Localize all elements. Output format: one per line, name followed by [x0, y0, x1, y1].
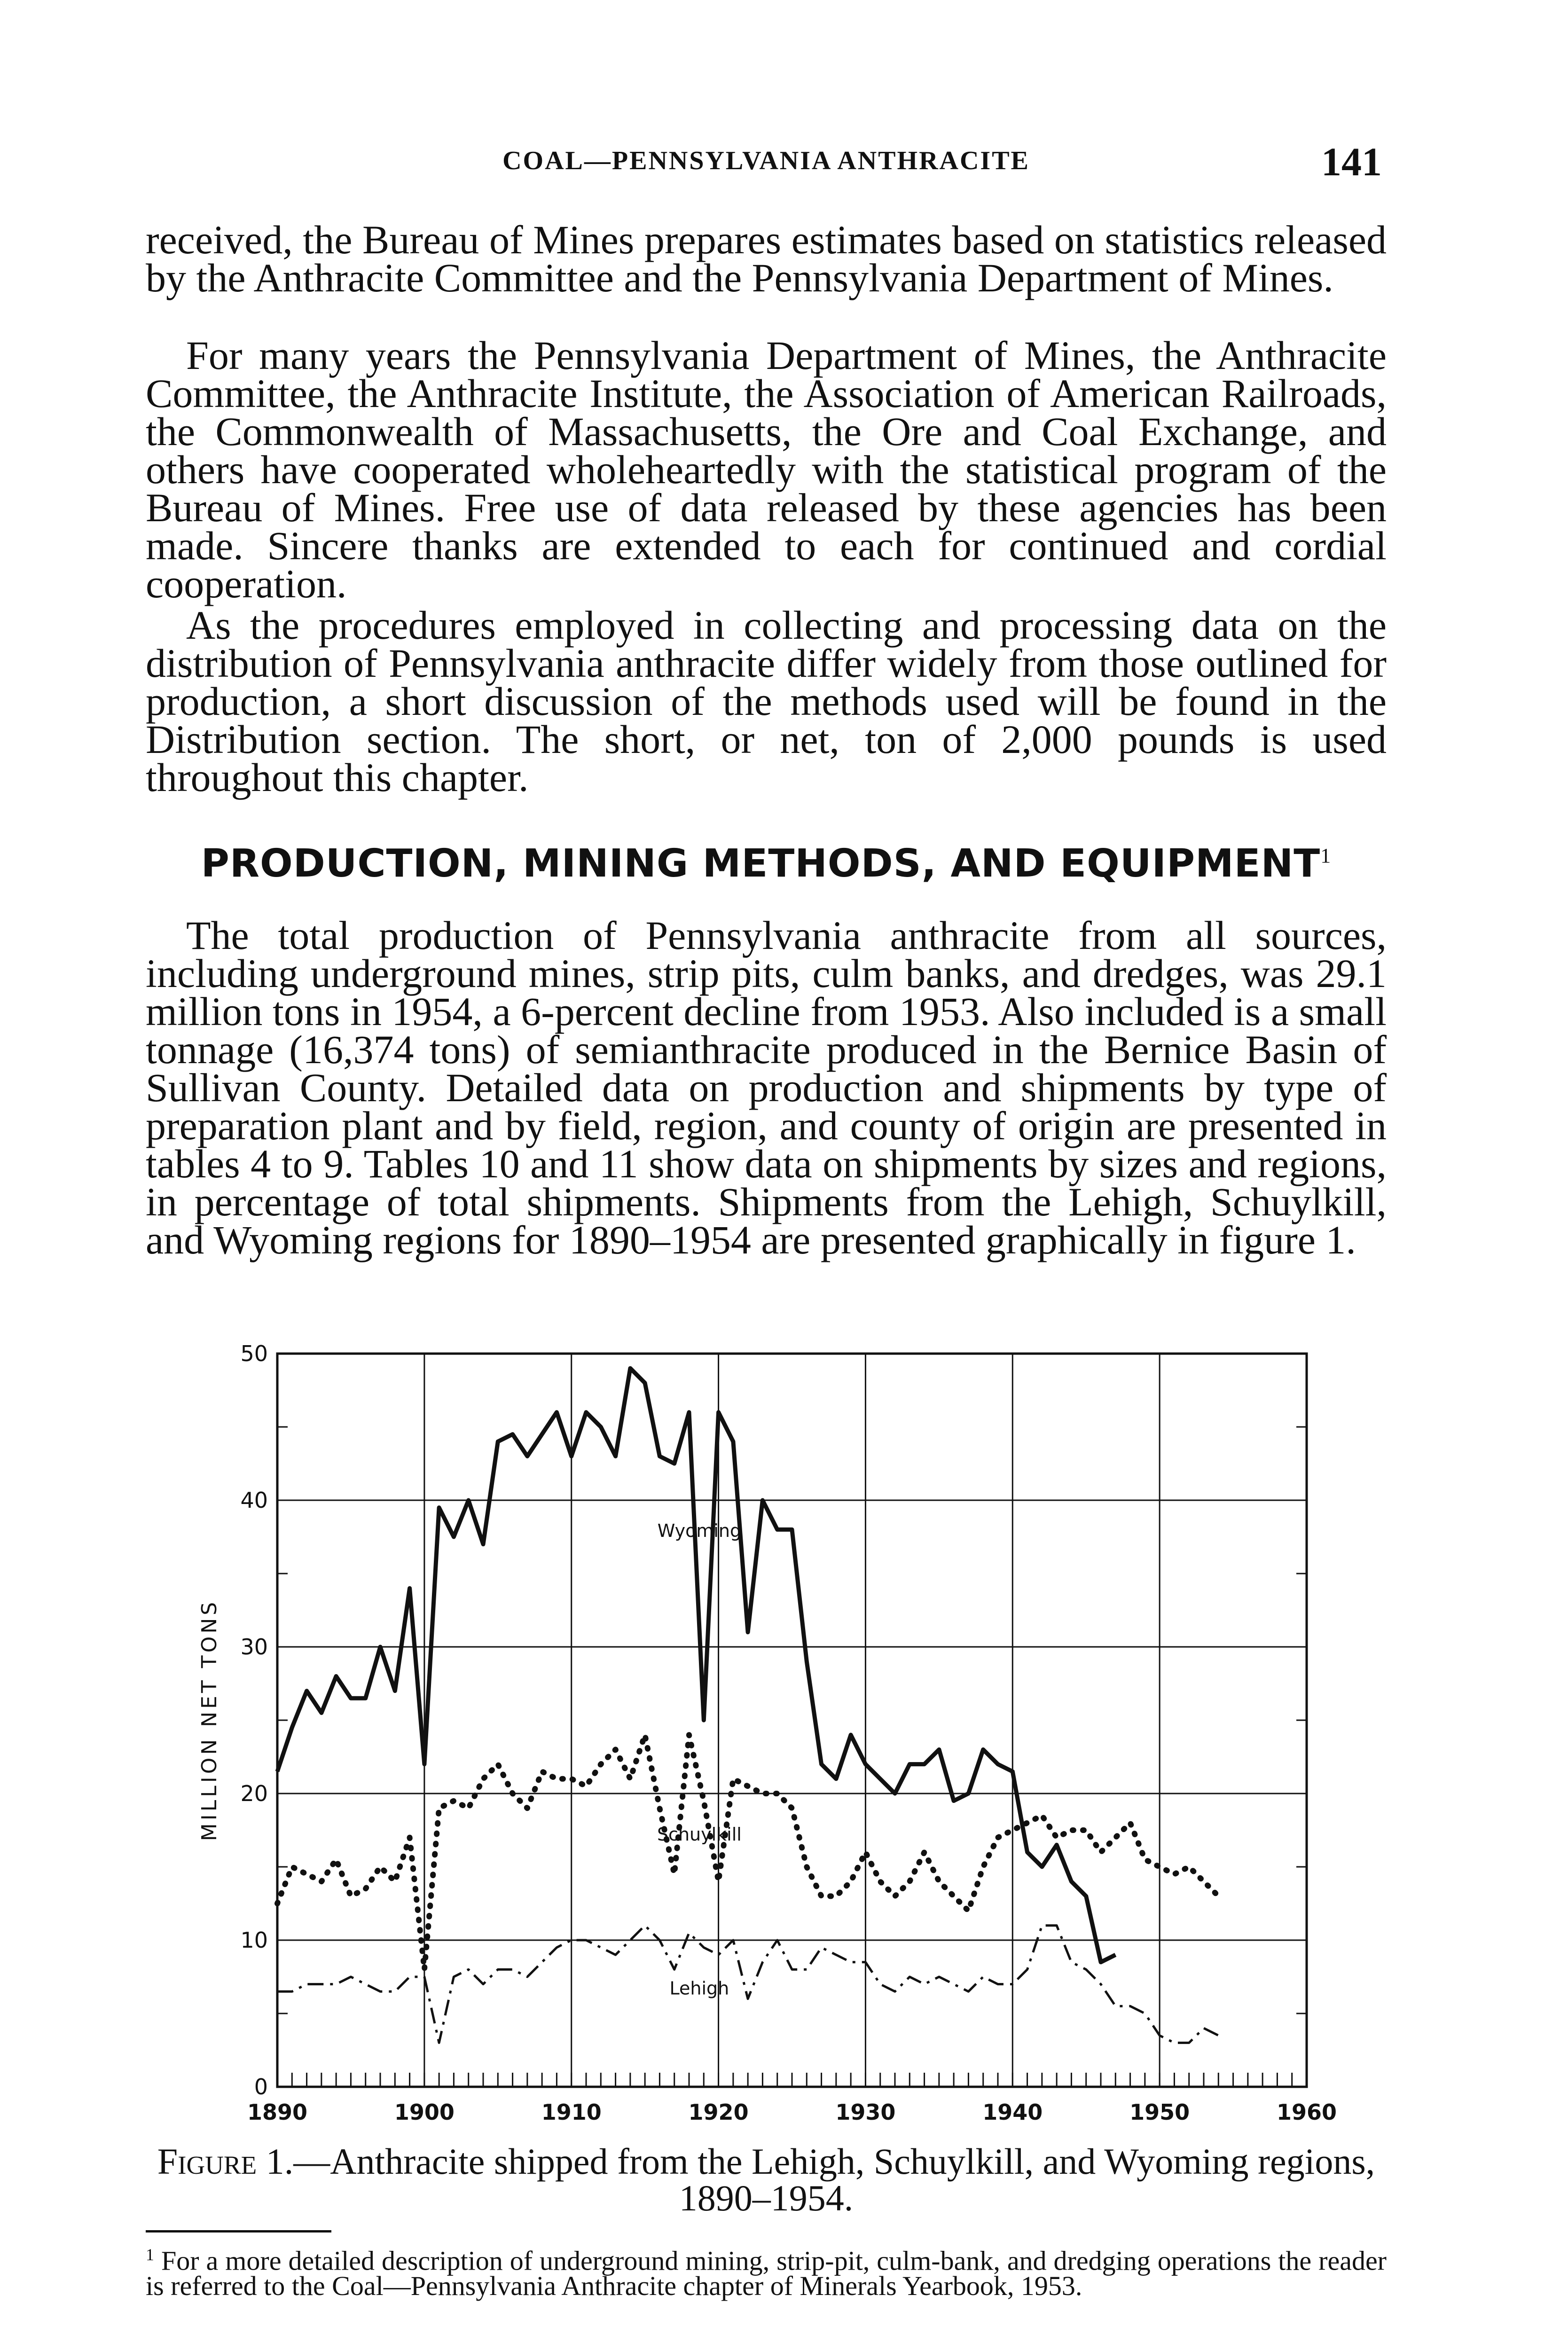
data-point-lehigh — [336, 1983, 337, 1985]
data-point-lehigh — [747, 1998, 749, 1999]
data-point-wyoming — [615, 1456, 616, 1457]
data-point-lehigh — [1012, 1983, 1013, 1985]
data-point-wyoming — [497, 1441, 499, 1442]
data-point-schuylkill — [689, 1734, 690, 1736]
data-point-schuylkill — [571, 1778, 572, 1779]
data-point-lehigh — [365, 1983, 366, 1985]
data-point-wyoming — [1100, 1961, 1102, 1963]
data-point-schuylkill — [1012, 1830, 1013, 1831]
data-point-schuylkill — [850, 1881, 852, 1882]
data-point-lehigh — [409, 1976, 410, 1978]
y-tick-label: 40 — [240, 1488, 268, 1513]
data-point-wyoming — [629, 1368, 631, 1369]
data-point-wyoming — [850, 1734, 852, 1736]
data-point-wyoming — [512, 1434, 513, 1435]
data-point-wyoming — [997, 1763, 999, 1765]
data-point-lehigh — [776, 1940, 778, 1941]
data-point-wyoming — [953, 1800, 955, 1802]
footnote-number: 1 — [146, 2245, 154, 2264]
data-point-lehigh — [1218, 2035, 1219, 2036]
data-point-schuylkill — [806, 1866, 808, 1868]
data-point-wyoming — [703, 1720, 705, 1721]
data-point-schuylkill — [968, 1910, 969, 1911]
data-point-schuylkill — [291, 1866, 293, 1868]
figure-caption-text: —Anthracite shipped from the Lehigh, Schuylkill, and Wyoming regions, 1890–1954. — [293, 2141, 1375, 2218]
data-point-schuylkill — [1071, 1830, 1072, 1831]
section-heading-text: PRODUCTION, MINING METHODS, AND EQUIPMENT — [201, 841, 1321, 886]
data-point-wyoming — [894, 1793, 896, 1794]
data-point-wyoming — [350, 1698, 352, 1699]
data-point-schuylkill — [497, 1763, 499, 1765]
data-point-lehigh — [644, 1925, 646, 1926]
data-point-wyoming — [1115, 1954, 1116, 1956]
data-point-wyoming — [1041, 1866, 1043, 1868]
data-point-schuylkill — [1218, 1896, 1219, 1897]
data-point-schuylkill — [1144, 1859, 1145, 1860]
data-point-wyoming — [835, 1778, 837, 1779]
data-point-wyoming — [291, 1727, 293, 1728]
data-point-schuylkill — [938, 1881, 940, 1882]
data-point-lehigh — [291, 1991, 293, 1992]
data-point-schuylkill — [762, 1793, 763, 1794]
data-point-lehigh — [350, 1976, 352, 1978]
data-point-schuylkill — [439, 1808, 440, 1809]
data-point-lehigh — [380, 1991, 381, 1992]
data-point-lehigh — [497, 1969, 499, 1970]
data-point-wyoming — [982, 1749, 984, 1750]
data-point-schuylkill — [468, 1808, 469, 1809]
y-tick-label: 30 — [240, 1634, 268, 1660]
data-point-schuylkill — [835, 1896, 837, 1897]
data-point-schuylkill — [394, 1881, 396, 1882]
data-point-lehigh — [512, 1969, 513, 1970]
running-head: COAL—PENNSYLVANIA ANTHRACITE — [502, 146, 1030, 175]
data-point-schuylkill — [321, 1881, 322, 1882]
series-label-schuylkill: Schuylkill — [657, 1824, 742, 1845]
data-point-lehigh — [423, 1976, 425, 1978]
data-point-wyoming — [526, 1456, 528, 1457]
data-point-wyoming — [762, 1500, 763, 1501]
data-point-wyoming — [924, 1763, 925, 1765]
data-point-wyoming — [571, 1456, 572, 1457]
data-point-wyoming — [365, 1698, 366, 1699]
x-tick-label: 1930 — [835, 2099, 896, 2125]
data-point-schuylkill — [277, 1903, 278, 1904]
series-label-wyoming: Wyoming — [657, 1520, 742, 1541]
data-point-lehigh — [483, 1983, 484, 1985]
data-point-schuylkill — [586, 1786, 587, 1787]
data-point-wyoming — [806, 1661, 808, 1662]
data-point-wyoming — [674, 1463, 675, 1465]
data-point-schuylkill — [526, 1808, 528, 1809]
data-point-lehigh — [586, 1940, 587, 1941]
data-point-schuylkill — [1159, 1866, 1160, 1868]
page-number: 141 — [1321, 139, 1382, 184]
data-point-lehigh — [1129, 2005, 1131, 2007]
data-point-lehigh — [1144, 2013, 1145, 2014]
data-point-lehigh — [792, 1969, 793, 1970]
footnote-rule — [146, 2230, 331, 2232]
x-tick-label: 1960 — [1276, 2099, 1337, 2125]
data-point-lehigh — [277, 1991, 278, 1992]
data-point-schuylkill — [306, 1873, 307, 1875]
data-point-wyoming — [1071, 1881, 1072, 1882]
data-point-schuylkill — [409, 1837, 410, 1838]
y-tick-label: 20 — [240, 1781, 268, 1806]
data-point-lehigh — [306, 1983, 307, 1985]
data-point-schuylkill — [541, 1771, 543, 1772]
data-point-lehigh — [909, 1976, 910, 1978]
figure-1-chart — [188, 1321, 1391, 2148]
y-tick-label: 50 — [240, 1341, 268, 1366]
data-point-schuylkill — [336, 1859, 337, 1860]
series-line-wyoming — [277, 1368, 1115, 1962]
data-point-lehigh — [879, 1983, 881, 1985]
data-point-schuylkill — [982, 1866, 984, 1868]
data-point-wyoming — [277, 1771, 278, 1772]
data-point-lehigh — [1203, 2028, 1205, 2029]
data-point-wyoming — [879, 1778, 881, 1779]
data-point-lehigh — [821, 1947, 822, 1948]
data-point-lehigh — [1174, 2042, 1175, 2044]
data-point-schuylkill — [629, 1778, 631, 1779]
data-point-wyoming — [380, 1646, 381, 1648]
footnote — [146, 2242, 1387, 2302]
y-axis-label: MILLION NET TONS — [197, 1599, 221, 1841]
data-point-lehigh — [571, 1940, 572, 1941]
data-point-schuylkill — [909, 1881, 910, 1882]
data-point-schuylkill — [350, 1896, 352, 1897]
y-tick-label: 10 — [240, 1927, 268, 1953]
data-point-schuylkill — [453, 1800, 455, 1802]
data-point-lehigh — [1027, 1969, 1028, 1970]
data-point-lehigh — [1041, 1925, 1043, 1926]
data-point-schuylkill — [821, 1896, 822, 1897]
data-point-wyoming — [865, 1763, 866, 1765]
data-point-wyoming — [1027, 1851, 1028, 1853]
paragraph-1: received, the Bureau of Mines prepares estimates based on statistics released by the Anthracite Committee and the Pennsylvania Department of Mines. — [146, 217, 1387, 300]
data-point-lehigh — [468, 1969, 469, 1970]
data-point-wyoming — [468, 1500, 469, 1501]
data-point-lehigh — [453, 1976, 455, 1978]
data-point-wyoming — [747, 1631, 749, 1633]
data-point-lehigh — [1159, 2035, 1160, 2036]
data-point-schuylkill — [1129, 1822, 1131, 1824]
data-point-schuylkill — [1115, 1837, 1116, 1838]
data-point-wyoming — [306, 1690, 307, 1692]
data-point-schuylkill — [423, 1969, 425, 1970]
data-point-lehigh — [541, 1961, 543, 1963]
data-point-schuylkill — [1203, 1881, 1205, 1882]
data-point-schuylkill — [879, 1881, 881, 1882]
data-point-wyoming — [659, 1456, 660, 1457]
data-point-schuylkill — [924, 1851, 925, 1853]
data-point-wyoming — [689, 1411, 690, 1413]
series-line-lehigh — [277, 1926, 1218, 2043]
data-point-wyoming — [541, 1434, 543, 1435]
data-point-schuylkill — [865, 1851, 866, 1853]
x-tick-label: 1950 — [1129, 2099, 1190, 2125]
data-point-wyoming — [644, 1382, 646, 1384]
data-point-schuylkill — [1027, 1822, 1028, 1824]
data-point-lehigh — [865, 1961, 866, 1963]
footnote-marker: 1 — [1320, 844, 1332, 867]
plot-frame — [277, 1354, 1307, 2087]
data-point-wyoming — [453, 1536, 455, 1538]
data-point-wyoming — [909, 1763, 910, 1765]
paragraph-4: The total production of Pennsylvania anthracite from all sources, including underground mines, strip pits, culm banks, and dredges, was 29.1 million tons in 1954, a 6-percent decline from 1953. Also included is a small tonnage (16,374 tons) of semianthracite produced in the Bernice Basin of Sullivan County. Detailed data on production and shipments by type of preparation plant and by field, region, and county of origin are presented in tables 4 to 9. Tables 10 and 11 show data on shipments by sizes and regions, in percentage of total shipments. Shipments from the Lehigh, Schuylkill, and Wyoming regions for 1890–1954 are presented graphically in figure 1. — [146, 913, 1387, 1262]
data-point-lehigh — [674, 1969, 675, 1970]
section-heading — [146, 841, 1387, 886]
data-point-wyoming — [1056, 1844, 1058, 1846]
data-point-lehigh — [1188, 2042, 1190, 2044]
data-point-wyoming — [556, 1411, 557, 1413]
data-point-wyoming — [586, 1411, 587, 1413]
data-point-lehigh — [924, 1983, 925, 1985]
data-point-schuylkill — [1100, 1851, 1102, 1853]
data-point-lehigh — [1085, 1969, 1087, 1970]
data-point-lehigh — [968, 1991, 969, 1992]
data-point-lehigh — [703, 1947, 705, 1948]
data-point-wyoming — [792, 1529, 793, 1530]
data-point-lehigh — [556, 1947, 557, 1948]
data-point-schuylkill — [1085, 1830, 1087, 1831]
data-point-wyoming — [821, 1763, 822, 1765]
data-point-wyoming — [409, 1588, 410, 1589]
data-point-wyoming — [776, 1529, 778, 1530]
data-point-lehigh — [1100, 1983, 1102, 1985]
data-point-wyoming — [394, 1690, 396, 1692]
data-point-wyoming — [718, 1411, 719, 1413]
data-point-lehigh — [718, 1954, 719, 1956]
data-point-schuylkill — [792, 1808, 793, 1809]
data-point-schuylkill — [483, 1778, 484, 1779]
data-point-schuylkill — [380, 1866, 381, 1868]
data-point-lehigh — [439, 2042, 440, 2044]
data-point-wyoming — [439, 1507, 440, 1508]
data-point-lehigh — [600, 1947, 602, 1948]
data-point-wyoming — [938, 1749, 940, 1750]
data-point-lehigh — [953, 1983, 955, 1985]
data-point-schuylkill — [718, 1881, 719, 1882]
data-point-wyoming — [600, 1426, 602, 1428]
data-point-wyoming — [336, 1676, 337, 1677]
data-point-lehigh — [938, 1976, 940, 1978]
y-tick-label: 0 — [254, 2074, 268, 2099]
data-point-schuylkill — [732, 1778, 734, 1779]
data-point-lehigh — [835, 1954, 837, 1956]
figure-label: Figure 1. — [157, 2141, 294, 2182]
data-point-wyoming — [321, 1712, 322, 1714]
data-point-schuylkill — [600, 1763, 602, 1765]
data-point-schuylkill — [776, 1793, 778, 1794]
data-point-schuylkill — [365, 1888, 366, 1889]
data-point-lehigh — [394, 1991, 396, 1992]
data-point-lehigh — [806, 1969, 808, 1970]
data-point-schuylkill — [894, 1896, 896, 1897]
data-point-schuylkill — [1056, 1837, 1058, 1838]
x-tick-label: 1890 — [247, 2099, 308, 2125]
data-point-schuylkill — [1174, 1873, 1175, 1875]
data-point-lehigh — [659, 1940, 660, 1941]
x-tick-label: 1940 — [982, 2099, 1043, 2125]
data-point-lehigh — [615, 1954, 616, 1956]
data-point-schuylkill — [1041, 1815, 1043, 1816]
x-tick-label: 1910 — [541, 2099, 602, 2125]
data-point-schuylkill — [703, 1800, 705, 1802]
data-point-wyoming — [968, 1793, 969, 1794]
data-point-wyoming — [1012, 1771, 1013, 1772]
data-point-lehigh — [321, 1983, 322, 1985]
data-point-lehigh — [1071, 1961, 1072, 1963]
page-header — [146, 141, 1387, 193]
data-point-schuylkill — [674, 1873, 675, 1875]
figure-caption — [146, 2143, 1387, 2217]
data-point-schuylkill — [747, 1786, 749, 1787]
data-point-lehigh — [997, 1983, 999, 1985]
data-point-lehigh — [850, 1961, 852, 1963]
x-tick-label: 1900 — [394, 2099, 455, 2125]
data-point-wyoming — [423, 1763, 425, 1765]
data-point-wyoming — [732, 1441, 734, 1442]
x-tick-label: 1920 — [688, 2099, 749, 2125]
data-point-schuylkill — [1188, 1866, 1190, 1868]
data-point-lehigh — [689, 1932, 690, 1934]
data-point-lehigh — [1115, 2005, 1116, 2007]
data-point-lehigh — [762, 1961, 763, 1963]
paragraph-3: As the procedures employed in collecting and processing data on the distribution of Pennsylvania anthracite differ widely from those outlined for production, a short discussion of the methods used will be found in the Distribution section. The short, or net, ton of 2,000 pounds is used throughout this chapter. — [146, 603, 1387, 800]
data-point-schuylkill — [556, 1778, 557, 1779]
data-point-schuylkill — [615, 1749, 616, 1750]
data-point-lehigh — [526, 1976, 528, 1978]
footnote-text: For a more detailed description of underground mining, strip-pit, culm-bank, and dredging operations the reader is referred to the Coal—Pennsylvania Anthracite chapter of Minerals Yearbook, 1953. — [146, 2245, 1387, 2302]
series-line-schuylkill — [277, 1735, 1218, 1969]
data-point-lehigh — [894, 1991, 896, 1992]
data-point-lehigh — [1056, 1925, 1058, 1926]
data-point-wyoming — [483, 1543, 484, 1545]
data-point-schuylkill — [512, 1793, 513, 1794]
paragraph-2: For many years the Pennsylvania Department of Mines, the Anthracite Committee, the Anthracite Institute, the Association of American Railroads, the Commonwealth of Massachusetts, the Ore and Coal Exchange, and others have cooperated wholeheartedly with the statistical program of the Bureau of Mines. Free use of data released by these agencies has been made. Sincere thanks are extended to each for continued and cordial cooperation. — [146, 333, 1387, 606]
data-point-schuylkill — [659, 1808, 660, 1809]
data-point-schuylkill — [953, 1896, 955, 1897]
data-point-schuylkill — [997, 1837, 999, 1838]
data-point-lehigh — [982, 1976, 984, 1978]
data-point-wyoming — [1085, 1896, 1087, 1897]
series-label-lehigh: Lehigh — [669, 1978, 729, 1999]
data-point-schuylkill — [644, 1734, 646, 1736]
data-point-lehigh — [629, 1940, 631, 1941]
data-point-lehigh — [732, 1940, 734, 1941]
